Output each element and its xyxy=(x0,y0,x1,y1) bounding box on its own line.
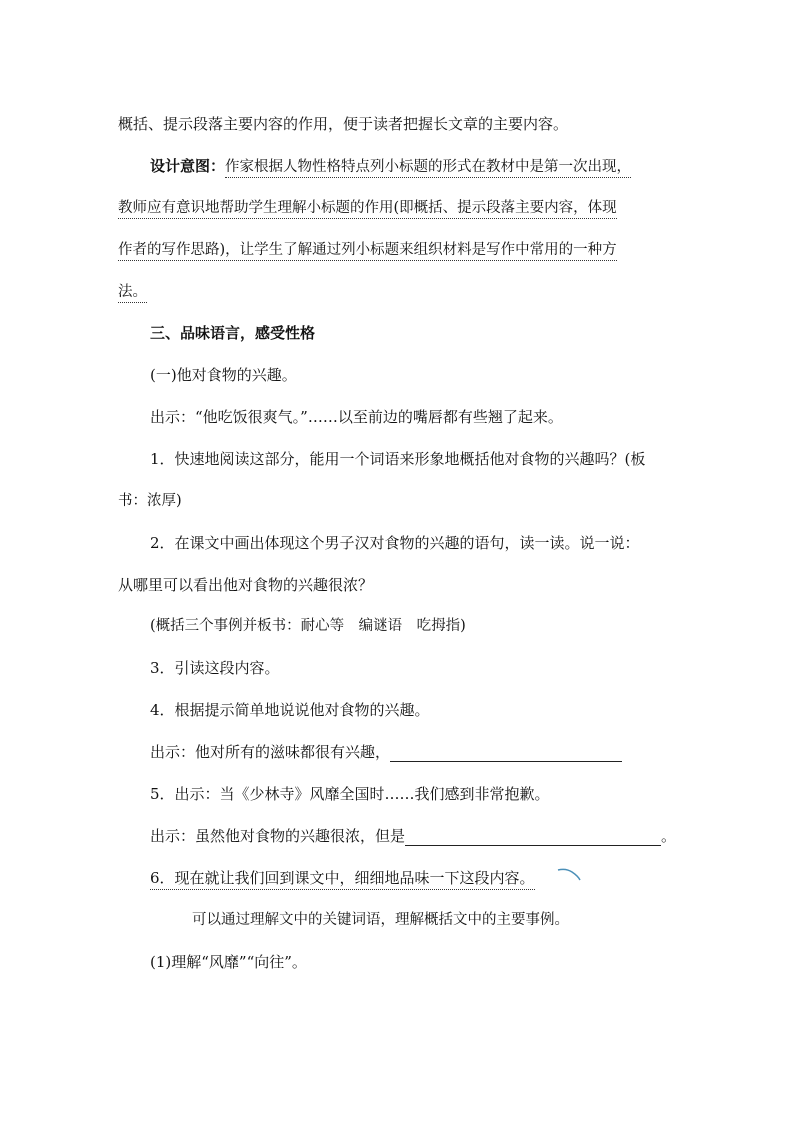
question-2-line-1: 2．在课文中画出体现这个男子汉对食物的兴趣的语句，读一读。说一说： xyxy=(150,534,640,552)
question-5: 5．出示：当《少林寺》风靡全国时……我们感到非常抱歉。 xyxy=(150,785,550,803)
fill-in-blank-1[interactable] xyxy=(390,745,622,762)
design-intent-text-2: 教师应有意识地帮助学生理解小标题的作用(即概括、提示段落主要内容，体现 xyxy=(118,200,617,219)
design-intent-line-2 xyxy=(118,198,617,218)
design-intent-line-3 xyxy=(118,240,617,260)
item-1: (1)理解“风靡”“向往”。 xyxy=(150,953,307,971)
subsection-heading-1: (一)他对食物的兴趣。 xyxy=(150,366,297,384)
question-6 xyxy=(150,868,535,888)
teaching-tip: 可以通过理解文中的关键词语，理解概括文中的主要事例。 xyxy=(192,912,569,928)
show-line-1: 出示：“他吃饭很爽气。”……以至前边的嘴唇都有些翘了起来。 xyxy=(150,408,563,426)
question-2-line-2: 从哪里可以看出他对食物的兴趣很浓？ xyxy=(118,576,374,594)
handwritten-mark-icon xyxy=(556,866,582,882)
design-intent-label: 设计意图： xyxy=(150,157,226,175)
design-intent-line-1 xyxy=(150,156,631,177)
design-intent-text-1: 作家根据人物性格特点列小标题的形式在教材中是第一次出现， xyxy=(225,159,631,178)
design-intent-text-4: 法。 xyxy=(118,284,147,303)
show-line-2-text: 出示：他对所有的滋味都很有兴趣， xyxy=(150,743,391,761)
show-line-2 xyxy=(150,742,622,762)
section-heading-3: 三、品味语言，感受性格 xyxy=(150,324,316,342)
question-1-line-1: 1．快速地阅读这部分，能用一个词语来形象地概括他对食物的兴趣吗？(板 xyxy=(150,450,646,468)
show-line-3-end: 。 xyxy=(661,827,677,845)
board-note: (概括三个事例并板书：耐心等 编谜语 吃拇指) xyxy=(150,618,466,634)
show-line-3 xyxy=(150,826,676,846)
question-3: 3．引读这段内容。 xyxy=(150,659,280,677)
design-intent-text-3: 作者的写作思路)，让学生了解通过列小标题来组织材料是写作中常用的一种方 xyxy=(118,242,617,261)
question-6-text: 6．现在就让我们回到课文中，细细地品味一下这段内容。 xyxy=(150,869,535,890)
paragraph-summary: 概括、提示段落主要内容的作用，便于读者把握长文章的主要内容。 xyxy=(118,115,569,133)
design-intent-line-4 xyxy=(118,282,147,302)
question-1-line-2: 书：浓厚) xyxy=(118,493,182,509)
show-line-3-text: 出示：虽然他对食物的兴趣很浓，但是 xyxy=(150,827,406,845)
question-4: 4．根据提示简单地说说他对食物的兴趣。 xyxy=(150,701,430,719)
fill-in-blank-2[interactable] xyxy=(405,829,661,846)
